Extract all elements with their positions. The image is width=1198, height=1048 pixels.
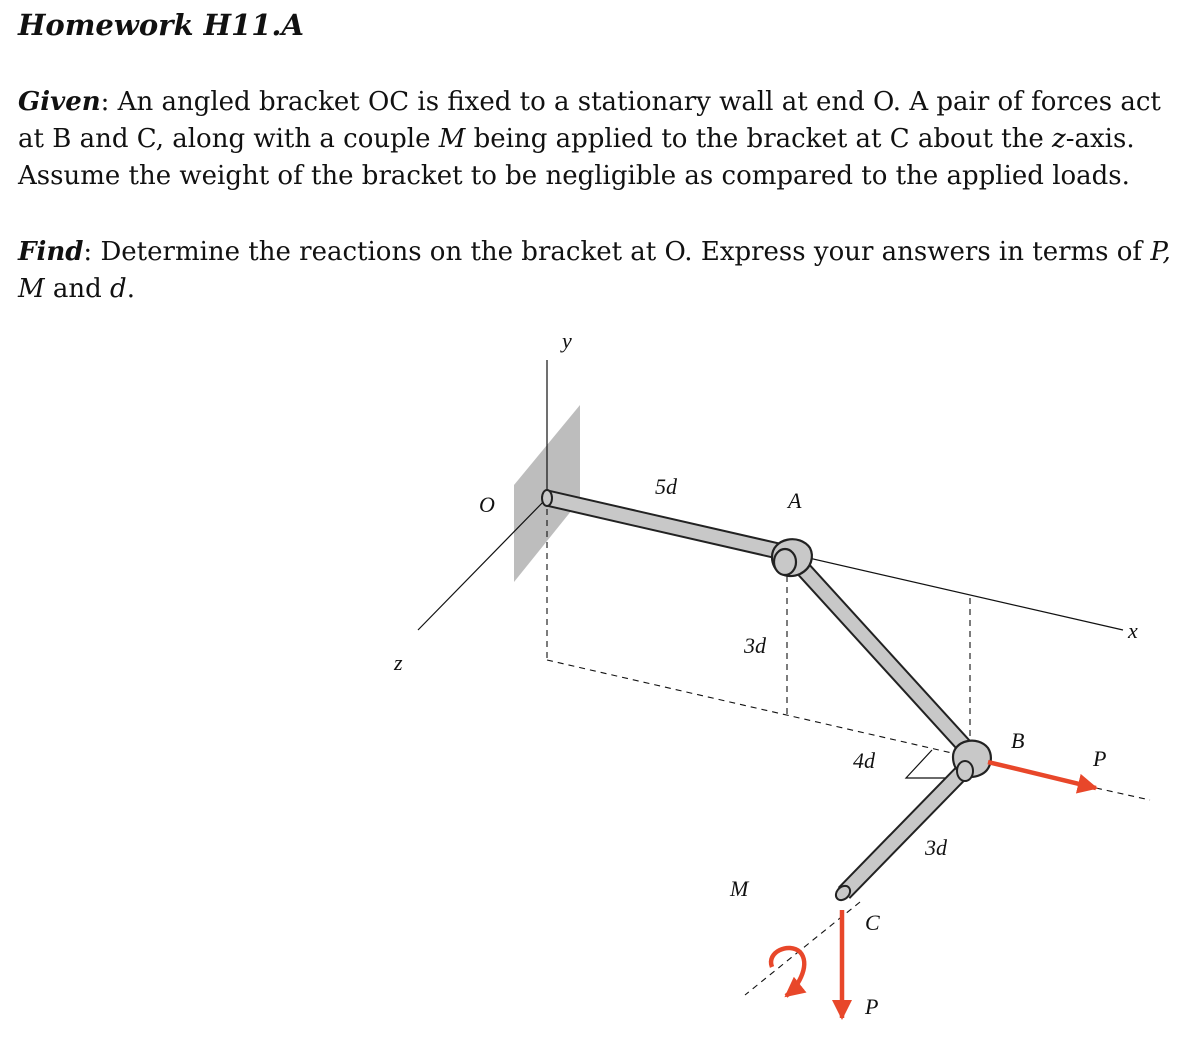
joint-B [953, 741, 991, 781]
given-label: Given [18, 87, 101, 117]
label-5d: 5d [655, 474, 677, 499]
dashed-P-extension [1096, 788, 1150, 800]
member-OA [542, 490, 787, 553]
given-var-z: z [1052, 124, 1066, 154]
label-x: x [1128, 618, 1138, 643]
given-text-1: : An angled bracket OC is fixed to a stationary wall at end O. A pair of forces act at B and C, along with a couple [18, 87, 1161, 154]
find-var-d: d [110, 274, 127, 304]
couple-arrow-M [771, 948, 804, 996]
label-M: M [730, 876, 749, 901]
label-4d: 4d [853, 748, 875, 773]
label-O: O [479, 492, 495, 517]
find-text-2: and [44, 274, 111, 304]
given-text-2: being applied to the bracket at C about the [465, 124, 1053, 154]
given-text-3: -axis. Assume the weight of the bracket to be negligible as compared to the applied loads. [18, 124, 1135, 191]
find-label: Find [18, 237, 84, 267]
label-P-C: P [865, 994, 879, 1019]
dashed-construction [547, 498, 1150, 995]
joint-A [772, 539, 812, 576]
find-text-1: : Determine the reactions on the bracket at O. Express your answers in terms of [83, 237, 1151, 267]
homework-title: Homework H11.A [18, 8, 305, 42]
label-A: A [788, 488, 802, 513]
label-z: z [394, 650, 403, 675]
label-3d-BC: 3d [925, 835, 947, 860]
label-B: B [1011, 728, 1025, 753]
find-text-3: . [126, 274, 135, 304]
label-P-B: P [1093, 746, 1107, 771]
label-3d-vertical: 3d [744, 633, 766, 658]
force-arrow-B [988, 762, 1096, 788]
label-C: C [865, 910, 880, 935]
label-y: y [562, 328, 572, 353]
given-var-M: M [438, 124, 466, 154]
find-vars: P, M [18, 237, 1171, 304]
